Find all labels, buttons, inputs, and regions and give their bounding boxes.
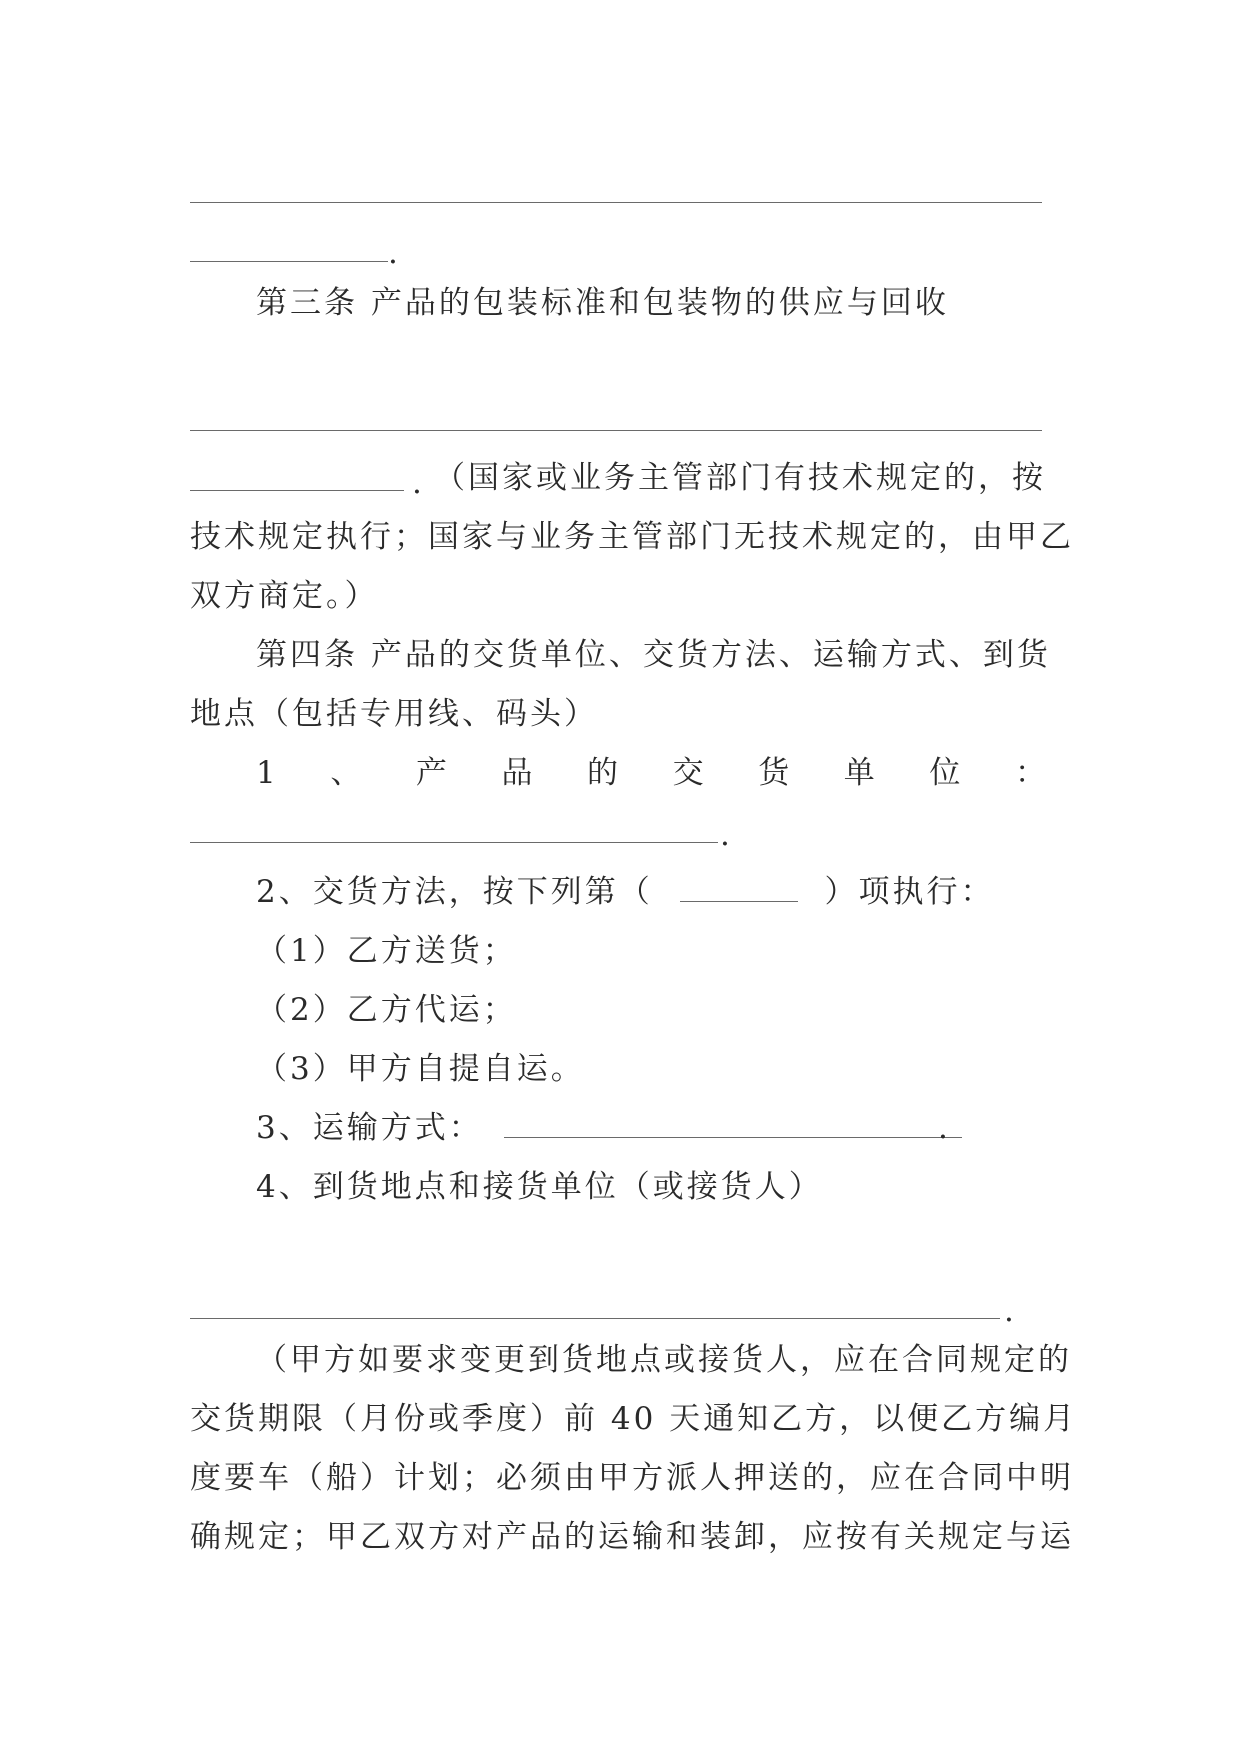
article-3-note-line-3: 双方商定。） — [190, 578, 379, 614]
article-3-title: 第三条 产品的包装标准和包装物的供应与回收 — [256, 285, 949, 321]
transport-method-blank — [504, 1113, 962, 1138]
article-3-note-line-2: 技术规定执行；国家与业务主管部门无技术规定的，由甲乙 — [190, 519, 1074, 555]
fill-in-line — [190, 1318, 1000, 1319]
option-3: （3）甲方自提自运。 — [256, 1051, 585, 1087]
item-1-delivery-unit: 1 、 产 品 的 交 货 单 位 ： — [256, 755, 1046, 791]
period: . — [388, 235, 398, 271]
period: . — [720, 817, 730, 853]
fill-in-line — [190, 430, 1042, 431]
fill-in-line — [190, 202, 1042, 203]
option-1: （1）乙方送货； — [256, 933, 517, 969]
paragraph-line-4: 确规定；甲乙双方对产品的运输和装卸，应按有关规定与运 — [190, 1519, 1074, 1555]
period: . — [1004, 1293, 1014, 1329]
fill-in-line — [190, 842, 718, 843]
fill-in-line — [190, 261, 388, 262]
option-number-blank — [680, 877, 798, 902]
paragraph-line-1: （甲方如要求变更到货地点或接货人，应在合同规定的 — [256, 1342, 1072, 1378]
fill-in-line — [190, 490, 404, 491]
option-2: （2）乙方代运； — [256, 992, 517, 1028]
period: . — [412, 465, 422, 501]
period: . — [938, 1110, 948, 1146]
item-3-transport-method: 3、运输方式： — [256, 1113, 962, 1144]
item-2-delivery-method: 2、交货方法，按下列第（ ）项执行： — [256, 874, 995, 910]
article-4-title-line-2: 地点（包括专用线、码头） — [190, 696, 598, 732]
article-3-note-line-1: （国家或业务主管部门有技术规定的，按 — [434, 460, 1046, 496]
paragraph-line-2: 交货期限（月份或季度）前 40 天通知乙方，以便乙方编月 — [190, 1401, 1078, 1437]
article-4-title-line-1: 第四条 产品的交货单位、交货方法、运输方式、到货 — [256, 637, 1051, 673]
item-4-destination: 4、到货地点和接货单位（或接货人） — [256, 1169, 823, 1205]
paragraph-line-3: 度要车（船）计划；必须由甲方派人押送的，应在合同中明 — [190, 1460, 1074, 1496]
